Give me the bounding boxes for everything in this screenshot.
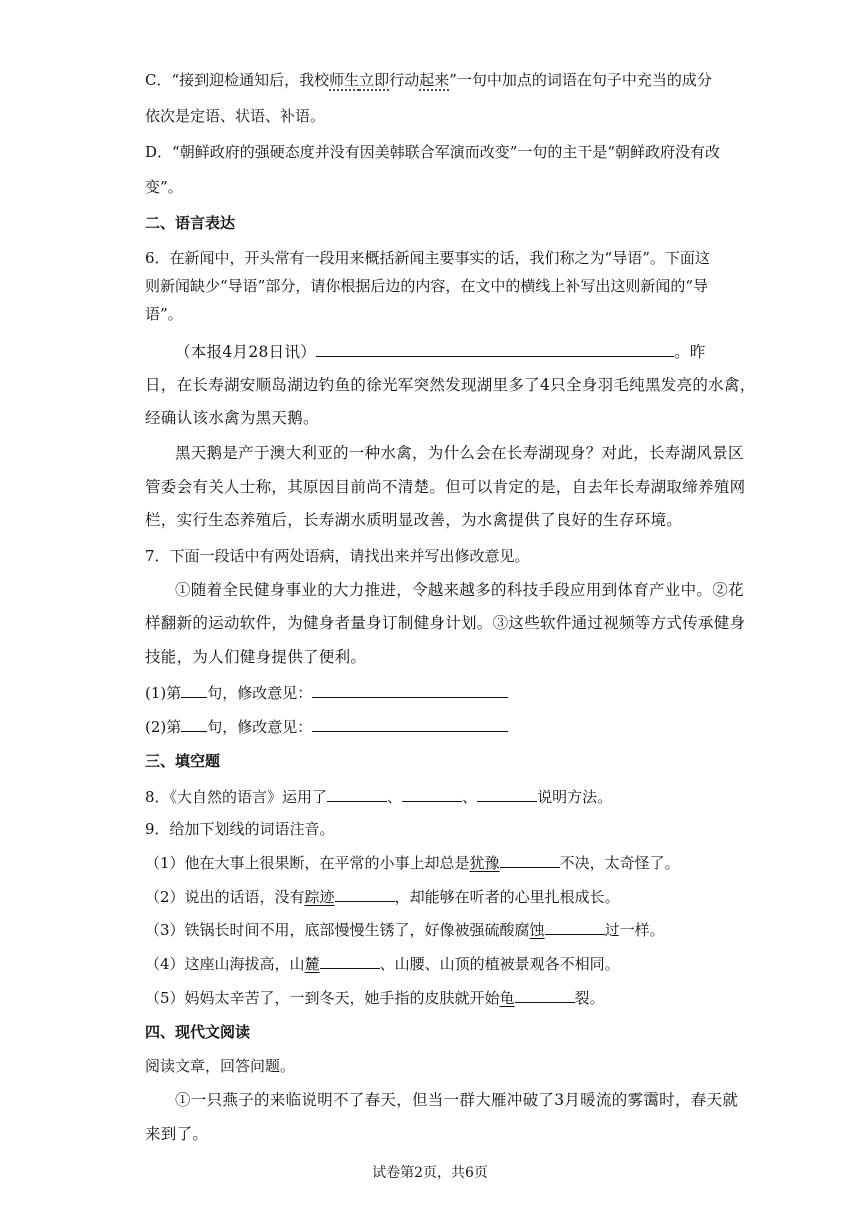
q6-line3: 语”。 xyxy=(145,305,183,323)
q9-stem: 9．给加下划线的词语注音。 xyxy=(145,820,335,838)
q6-line2: 则新闻缺少“导语”部分，请你根据后边的内容，在文中的横线上补写出这则新闻的“导 xyxy=(145,277,709,295)
option-d-line1: D．“朝鲜政府的强硬态度并没有因美韩联合军演而改变”一句的主干是“朝鲜政府没有改 xyxy=(145,143,721,161)
news-line4: 黑天鹅是产于澳大利亚的一种水禽，为什么会在长寿湖现身？对此，长寿湖风景区 xyxy=(175,444,744,462)
news-line6: 栏，实行生态养殖后，长寿湖水质明显改善，为水禽提供了良好的生存环境。 xyxy=(145,511,683,529)
reading-para1-line2: 来到了。 xyxy=(145,1125,209,1143)
q7-stem: 7．下面一段话中有两处语病，请找出来并写出修改意见。 xyxy=(145,547,530,565)
section-2-heading: 二、语言表达 xyxy=(145,214,236,232)
q8-line: 8．《大自然的语言》运用了 、 、 说明方法。 xyxy=(145,788,613,806)
section-3-heading: 三、填空题 xyxy=(145,752,221,770)
news-line1: （本报4月28日讯） 。昨 xyxy=(175,343,706,361)
q7-passage-line3: 技能，为人们健身提供了便利。 xyxy=(145,648,367,666)
q7-passage-line1: ①随着全民健身事业的大力推进，令越来越多的科技手段应用到体育产业中。②花 xyxy=(175,581,744,599)
q7-revision-blank-2[interactable] xyxy=(312,716,508,732)
page-footer: 试卷第2页，共6页 xyxy=(372,1165,488,1181)
q7-sentence-blank-2[interactable] xyxy=(181,716,207,732)
q7-answer-2: (2)第 句，修改意见： xyxy=(145,716,508,737)
q9-blank-1[interactable] xyxy=(500,852,560,868)
option-c-line1: C．“接到迎检通知后，我校师生立即行动起来”一句中加点的词语在句子中充当的成分 xyxy=(145,71,712,89)
q7-passage-line2: 样翻新的运动软件，为健身者量身订制健身计划。③这些软件通过视频等方式传承健身 xyxy=(145,614,746,632)
option-c-line2: 依次是定语、状语、补语。 xyxy=(145,107,326,125)
q6-line1: 6．在新闻中，开头常有一段用来概括新闻主要事实的话，我们称之为“导语”。下面这 xyxy=(145,249,710,267)
lead-answer-blank[interactable] xyxy=(316,341,674,357)
reading-intro: 阅读文章，回答问题。 xyxy=(145,1057,296,1075)
reading-para1-line1: ①一只燕子的来临说明不了春天，但当一群大雁冲破了3月暖流的雾霭时，春天就 xyxy=(175,1091,739,1109)
q9-item-1: （1）他在大事上很果断，在平常的小事上却总是犹豫 不决，太奇怪了。 xyxy=(145,854,680,872)
news-line2: 日，在长寿湖安顺岛湖边钓鱼的徐光军突然发现湖里多了4只全身羽毛纯黑发亮的水禽， xyxy=(145,376,756,394)
q7-sentence-blank-1[interactable] xyxy=(181,682,207,698)
q9-blank-5[interactable] xyxy=(515,987,575,1003)
q7-answer-1: (1)第 句，修改意见： xyxy=(145,682,508,703)
q9-blank-4[interactable] xyxy=(320,953,380,969)
q8-blank-3[interactable] xyxy=(477,786,537,802)
q7-revision-blank-1[interactable] xyxy=(312,682,508,698)
q8-blank-1[interactable] xyxy=(327,786,387,802)
news-line3: 经确认该水禽为黑天鹅。 xyxy=(145,409,319,427)
q9-item-5: （5）妈妈太辛苦了，一到冬天，她手指的皮肤就开始龟 裂。 xyxy=(145,989,605,1007)
news-line5: 管委会有关人士称，其原因目前尚不清楚。但可以肯定的是，自去年长寿湖取缔养殖网 xyxy=(145,478,746,496)
q9-item-2: （2）说出的话语，没有踪迹 ，却能够在听者的心里扎根成长。 xyxy=(145,888,620,906)
q9-item-3: （3）铁锅长时间不用，底部慢慢生锈了，好像被强硫酸腐蚀 过一样。 xyxy=(145,921,665,939)
q9-blank-2[interactable] xyxy=(335,886,395,902)
section-4-heading: 四、现代文阅读 xyxy=(145,1023,251,1041)
q8-blank-2[interactable] xyxy=(402,786,462,802)
q9-blank-3[interactable] xyxy=(545,919,605,935)
option-d-line2: 变”。 xyxy=(145,178,183,196)
q9-item-4: （4）这座山海拔高，山麓 、山腰、山顶的植被景观各不相同。 xyxy=(145,955,620,973)
